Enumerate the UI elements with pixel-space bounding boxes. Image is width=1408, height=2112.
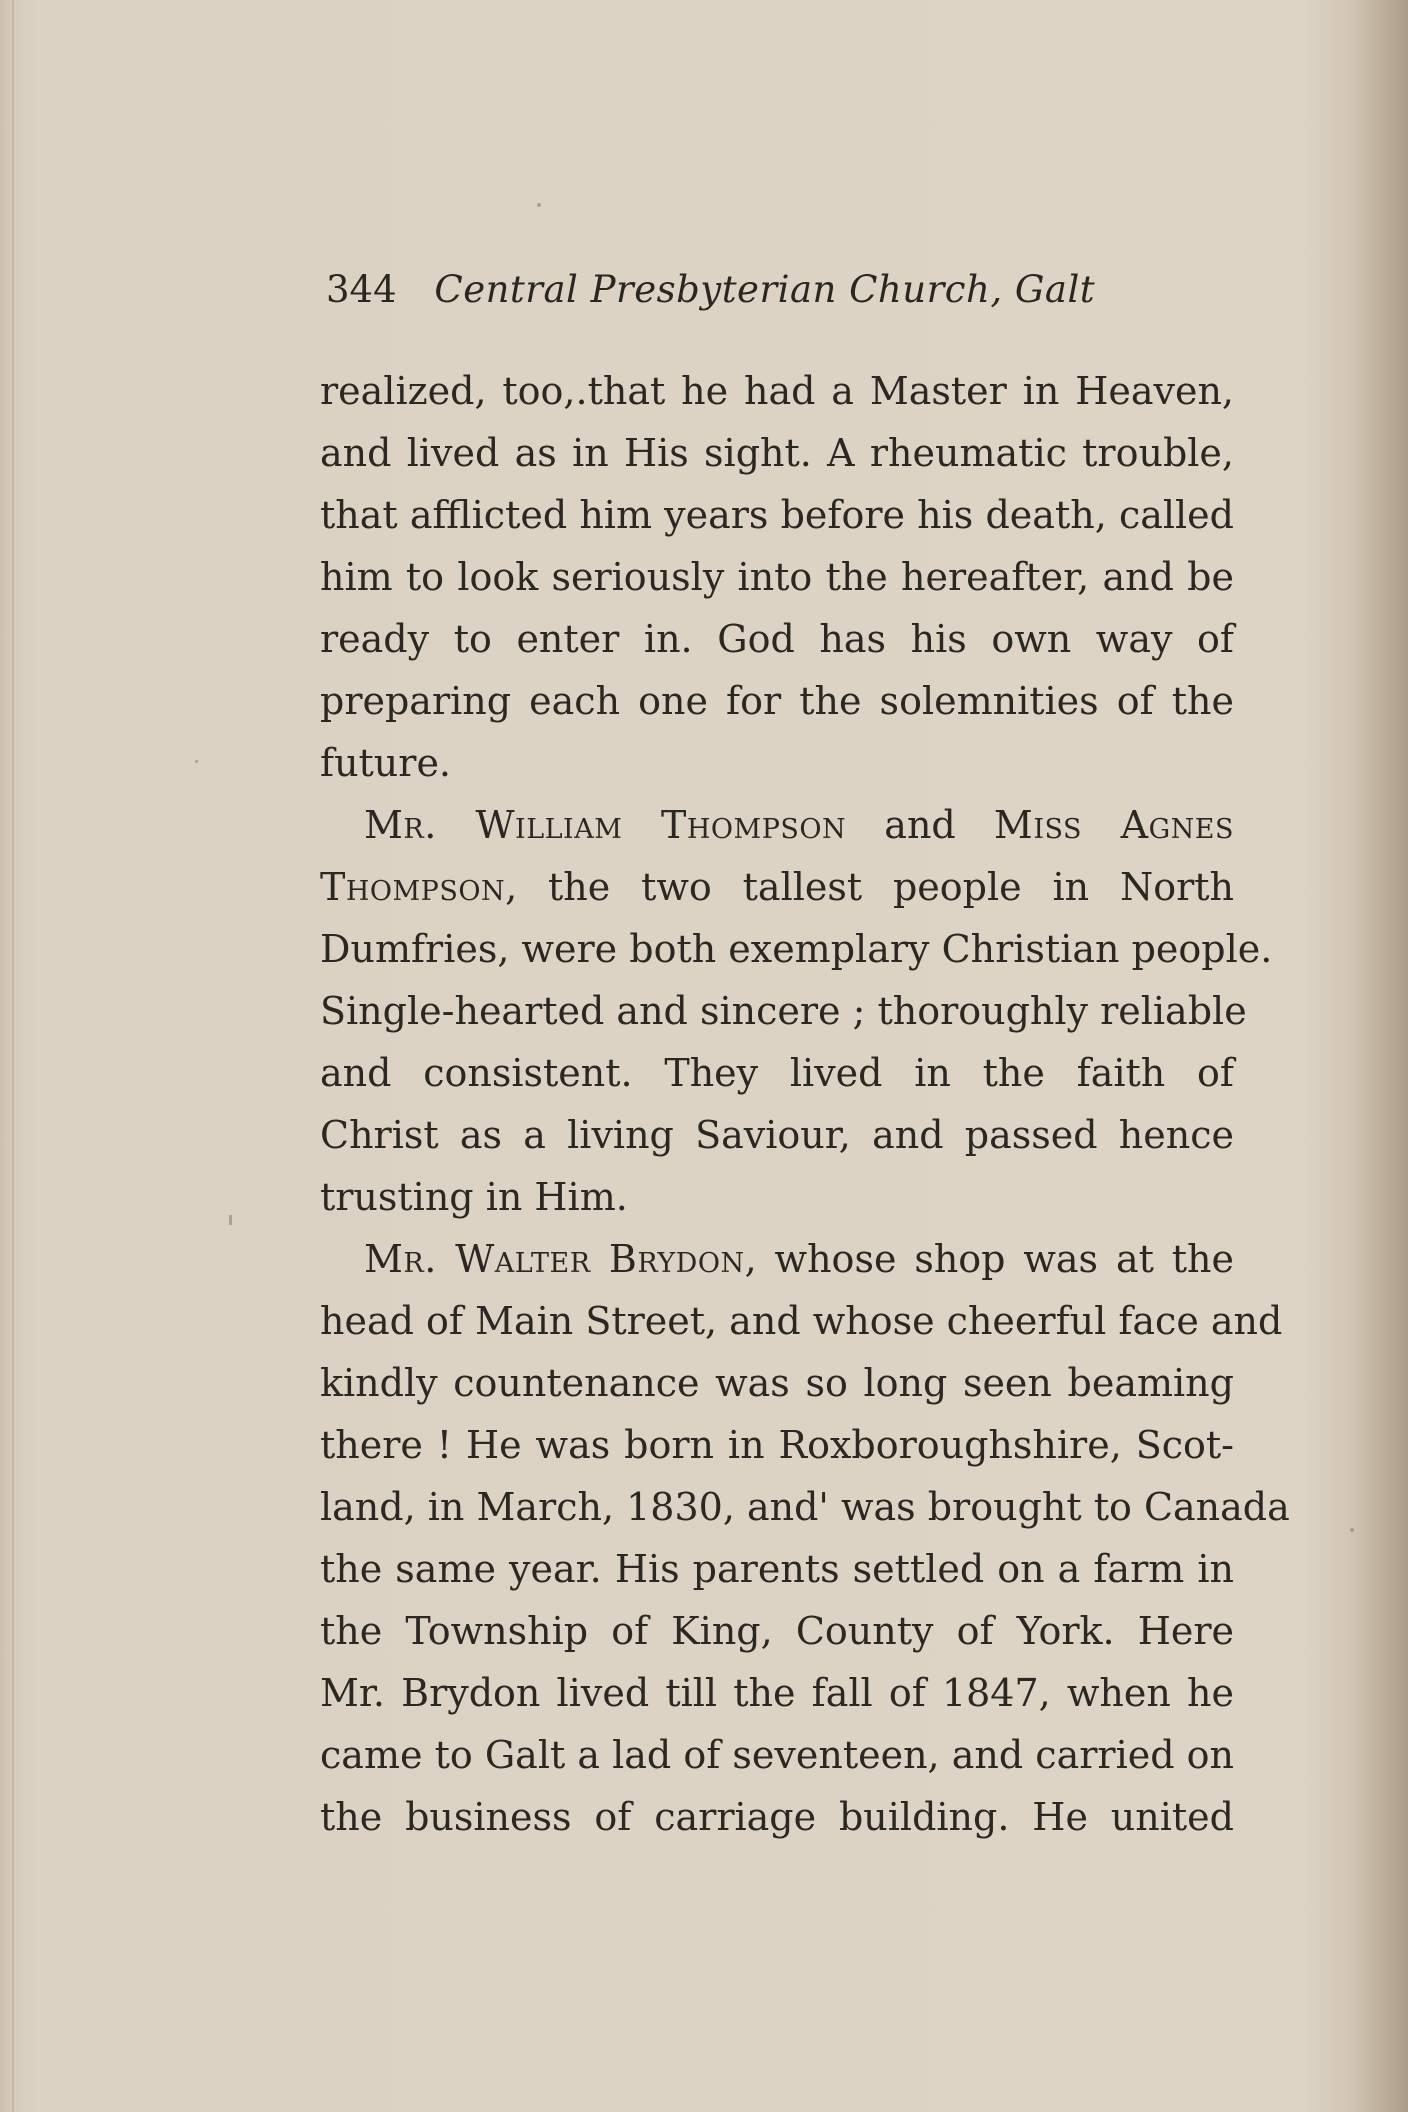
paragraph (320, 1228, 1290, 1848)
text-fragment: , whose shop was at the (744, 1237, 1234, 1281)
text-line: preparing each one for the solemnities of the (320, 679, 1234, 723)
paragraph (320, 360, 1234, 794)
text-line: Dumfries, were both exemplary Christian people. (320, 927, 1273, 971)
text-line: head of Main Street, and whose cheerful face and (320, 1299, 1283, 1343)
person-name: Mr. Walter Brydon (364, 1237, 745, 1281)
paper-speck (1350, 1528, 1354, 1532)
page-number: 344 (326, 268, 397, 311)
text-line: Mr. Brydon lived till the fall of 1847, when he (320, 1671, 1234, 1715)
paper-speck (195, 760, 198, 763)
text-line: the business of carriage building. He united (320, 1795, 1234, 1839)
text-line: came to Galt a lad of seventeen, and carried on (320, 1733, 1234, 1777)
text-line: him to look seriously into the hereafter, and be (320, 555, 1234, 599)
text-line (320, 794, 1234, 856)
text-fragment: and (846, 803, 994, 847)
page-gutter (12, 0, 14, 2112)
body-text (320, 360, 1290, 1848)
paper-speck (229, 1215, 232, 1225)
text-line: the Township of King, County of York. Here (320, 1609, 1234, 1653)
person-name: Mr. William Thompson (364, 803, 847, 847)
text-line: that afflicted him years before his death, called (320, 493, 1234, 537)
text-line: and lived as in His sight. A rheumatic trouble, (320, 431, 1234, 475)
text-line: future. (320, 741, 452, 785)
paper-speck (537, 203, 541, 207)
text-line: land, in March, 1830, and' was brought to Canada (320, 1485, 1290, 1529)
text-fragment: , the two tallest people in North (505, 865, 1234, 909)
text-line: Single-hearted and sincere ; thoroughly reliable (320, 989, 1247, 1033)
text-line: trusting in Him. (320, 1175, 628, 1219)
text-line: ready to enter in. God has his own way of (320, 617, 1234, 661)
text-line (320, 856, 1234, 918)
text-line (320, 1228, 1234, 1290)
text-line: and consistent. They lived in the faith of (320, 1051, 1234, 1095)
paragraph (320, 794, 1273, 1228)
text-line: the same year. His parents settled on a farm in (320, 1547, 1234, 1591)
running-title: Central Presbyterian Church, Galt (434, 268, 1096, 311)
text-line: there ! He was born in Roxboroughshire, Scot- (320, 1423, 1234, 1467)
running-head (326, 268, 1226, 318)
text-line: kindly countenance was so long seen beaming (320, 1361, 1234, 1405)
person-name: Miss Agnes (993, 803, 1234, 847)
text-line: Christ as a living Saviour, and passed hence (320, 1113, 1234, 1157)
person-name: Thompson (320, 865, 506, 909)
text-line: realized, too,.that he had a Master in Heaven, (320, 369, 1234, 413)
